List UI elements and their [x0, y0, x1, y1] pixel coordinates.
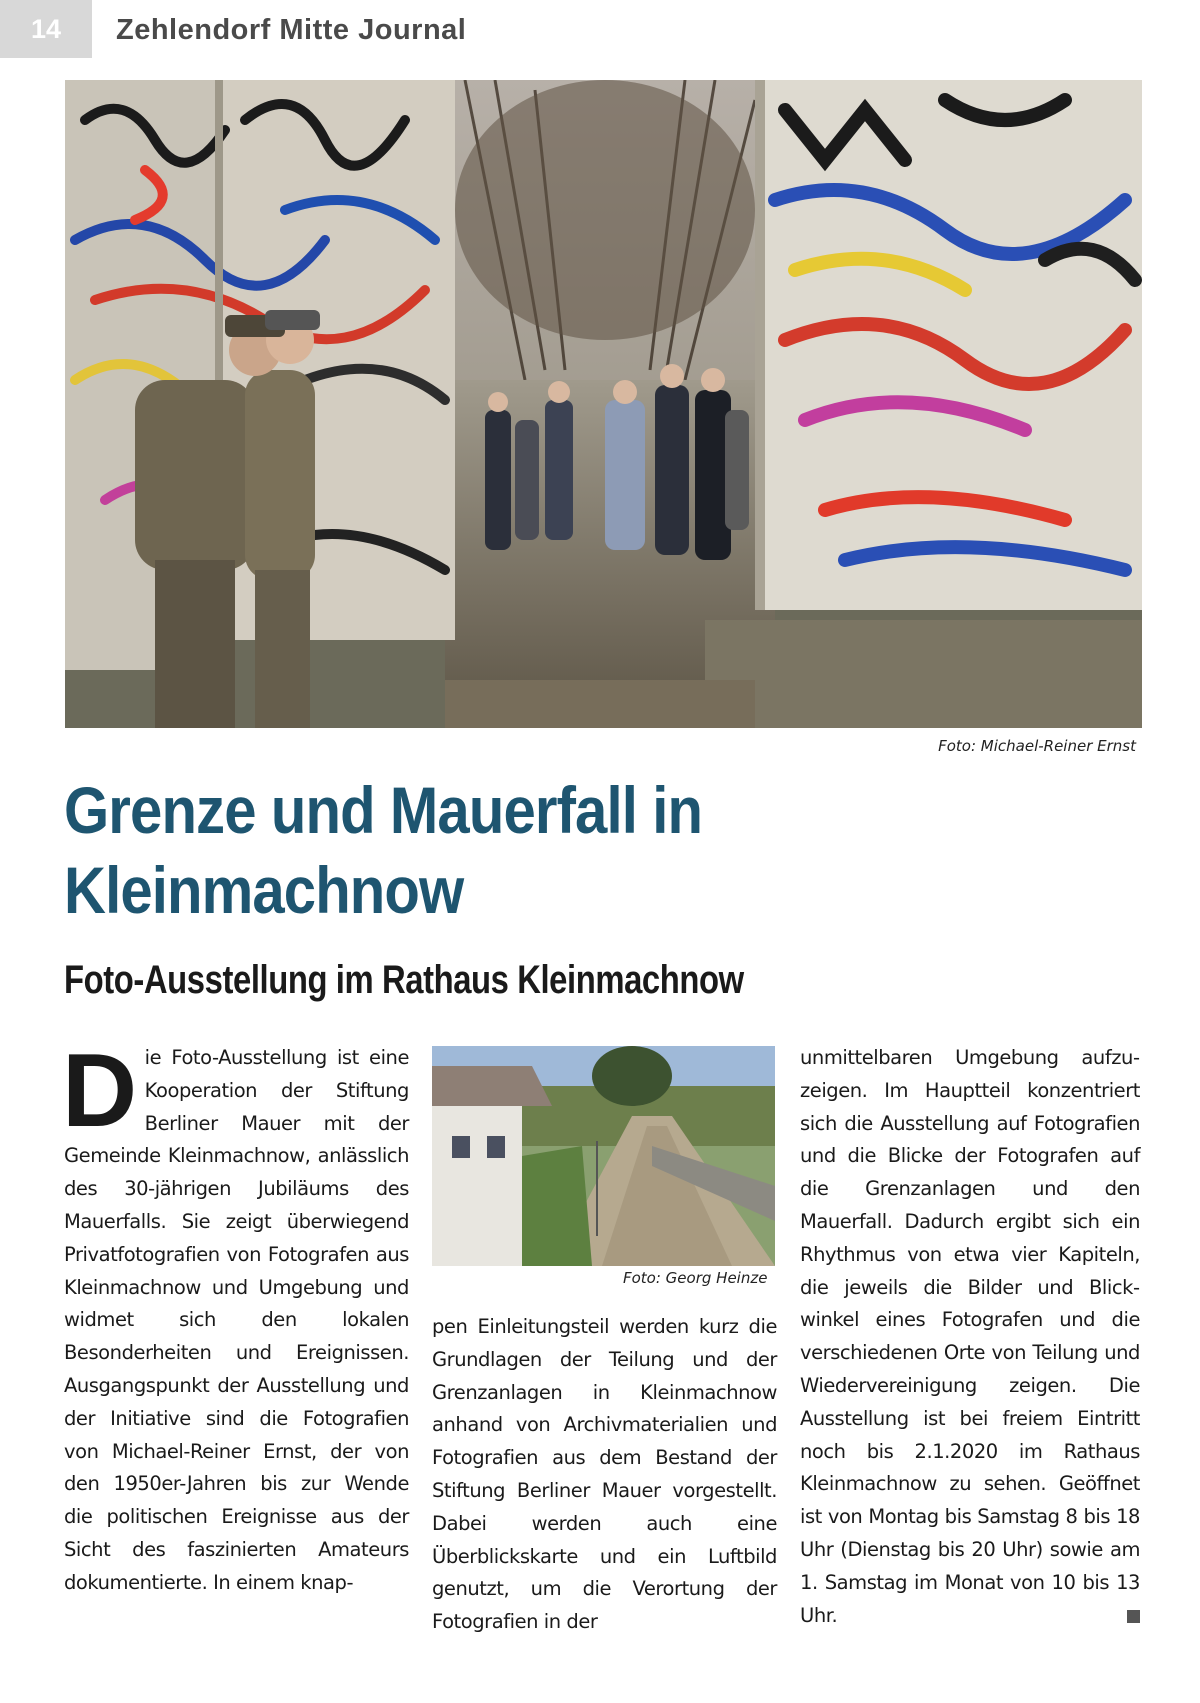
main-photo-credit: Foto: Michael-Reiner Ernst [938, 737, 1136, 755]
column-3-text: unmittelbaren Umgebung aufzuzeigen. Im Hauptteil konzentriert sich die Ausstellung auf Fotografien und die Blicke der Fotografen auf die Grenzanlagen und den Mauerfall. Dadurch ergibt sich ein Rhythmus von etwa vier Kapiteln, die jeweils die Bilder und Blickwinkel eines Fotografen und die verschiedenen Orte von Teilung und Wiedervereinigung zeigen. Die Ausstellung ist bei freiem Eintritt noch bis 2.1.2020 im Rathaus Kleinmachnow zu sehen. Geöffnet ist von Montag bis Samstag 8 bis 18 Uhr (Dienstag bis 20 Uhr) sowie am 1. Samstag im Monat von 10 bis 13 Uhr. [800, 1046, 1140, 1627]
column-2-text: pen Einleitungsteil werden kurz die Grundlagen der Teilung und der Grenzanlagen in Kleinmachnow anhand von Archivmaterialien und Fotografien aus dem Bestand der Stiftung Berliner Mauer vorgestellt. Dabei werden auch eine Überblickskarte und ein Luftbild genutzt, um die Verortung der Fotografien in der [432, 1315, 777, 1634]
inline-photo-border-strip [432, 1046, 775, 1266]
journal-title: Zehlendorf Mitte Journal [116, 14, 467, 46]
column-1-text: ie Foto-Ausstellung ist eine Kooperation der Stiftung Berliner Mauer mit der Gemeinde Kleinmachnow, anlässlich des 30-jährigen Jubiläums des Mauerfalls. Sie zeigt überwiegend Privatfotografien von Fotografen aus Kleinmachnow und Umgebung und widmet sich den lokalen Besonderheiten und Ereignissen. Ausgangspunkt der Ausstellung und der Initiative sind die Fotografien von Michael-Reiner Ernst, der von den 1950er-Jahren bis zur Wende die politischen Ereignisse aus der Sicht des faszinierten Amateurs dokumentierte. In einem knap- [64, 1046, 409, 1594]
article-headline [64, 770, 856, 930]
inline-photo-credit: Foto: Georg Heinze [623, 1269, 768, 1287]
article-column-3 [800, 1042, 1140, 1632]
main-photo-berlin-wall [65, 80, 1142, 728]
page-number [0, 0, 92, 58]
article-column-2 [432, 1311, 777, 1639]
article-subheadline: Foto-Ausstellung im Rathaus Kleinmachnow [64, 958, 744, 1002]
page-number-text: 14 [30, 13, 62, 44]
article-column-1 [62, 1033, 409, 1600]
headline-line-2: Kleinmachnow [64, 853, 464, 927]
headline-line-1: Grenze und Mauerfall in [64, 773, 703, 847]
drop-cap: D [62, 1033, 137, 1149]
article-end-square-icon [1127, 1610, 1140, 1623]
